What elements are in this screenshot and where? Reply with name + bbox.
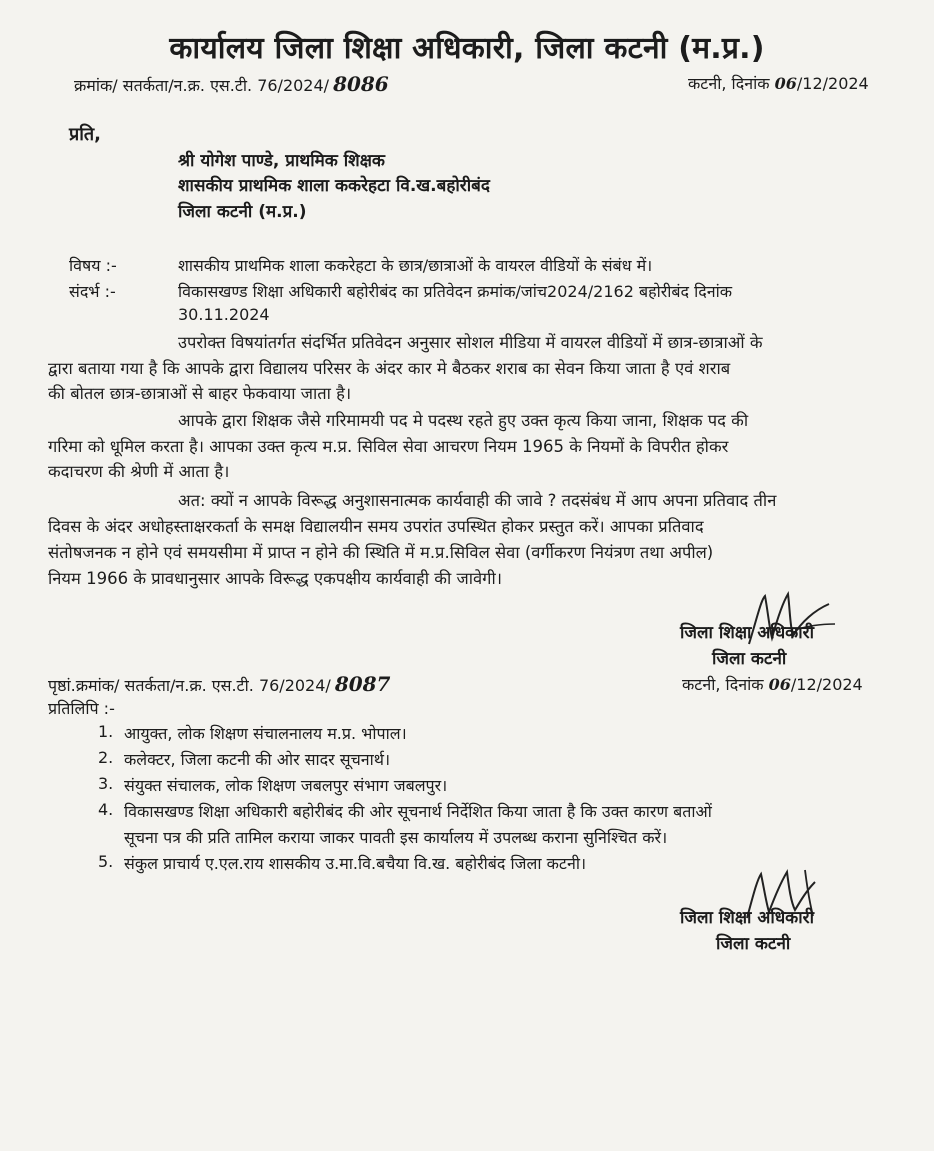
body-paragraph-line: दिवस के अंदर अधोहस्ताक्षरकर्ता के समक्ष विद्यालयीन समय उपरांत उपस्थित होकर प्रस्तुत करें। आपका प्रतिवाद	[48, 517, 704, 536]
copy-ref-handwritten: 8087	[334, 672, 391, 696]
reference-date: 30.11.2024	[178, 305, 270, 324]
reference-label: संदर्भ :-	[69, 282, 116, 301]
body-paragraph-line: उपरोक्त विषयांतर्गत संदर्भित प्रतिवेदन अनुसार सोशल मीडिया में वायरल वीडियों में छात्र-छात्राओं के	[178, 333, 763, 352]
subject-text: शासकीय प्राथमिक शाला ककरेहटा के छात्र/छात्राओं के वायरल वीडियों के संबंध में।	[178, 256, 653, 275]
body-paragraph-line: द्वारा बताया गया है कि आपके द्वारा विद्यालय परिसर के अंदर कार मे बैठकर शराब का सेवन किया जाता है एवं शराब	[48, 359, 731, 378]
copy-place-date	[682, 673, 863, 695]
body-paragraph-line: अत: क्यों न आपके विरूद्ध अनुशासनात्मक कार्यवाही की जावे ? तदसंबंध में आप अपना प्रतिवाद तीन	[178, 491, 777, 510]
body-paragraph-line: की बोतल छात्र-छात्राओं से बाहर फेकवाया जाता है।	[48, 384, 352, 403]
copy-list-item-continued: सूचना पत्र की प्रति तामिल कराया जाकर पावती इस कार्यालय में उपलब्ध कराना सुनिश्चित करें।	[124, 828, 668, 847]
copy-ref-text: पृष्ठां.क्रमांक/ सतर्कता/न.क्र. एस.टी. 76/2024/	[48, 676, 331, 695]
body-paragraph-line: गरिमा को धूमिल करता है। आपका उक्त कृत्य म.प्र. सिविल सेवा आचरण नियम 1965 के नियमों के विपरीत होकर	[48, 437, 729, 456]
place-date-prefix: कटनी, दिनांक	[688, 74, 770, 93]
office-title: कार्यालय जिला शिक्षा अधिकारी, जिला कटनी (म.प्र.)	[169, 31, 765, 66]
letter-place-date	[688, 72, 869, 94]
date-suffix: /12/2024	[796, 74, 869, 93]
ref-number-handwritten: 8086	[333, 72, 389, 96]
copy-list-item: आयुक्त, लोक शिक्षण संचालनालय म.प्र. भोपाल।	[124, 724, 407, 743]
addressee-line: शासकीय प्राथमिक शाला ककरेहटा वि.ख.बहोरीबंद	[178, 176, 490, 196]
signatory-designation: जिला शिक्षा अधिकारी	[680, 623, 814, 643]
copy-list-number: 2.	[98, 748, 114, 767]
copy-place-date-prefix: कटनी, दिनांक	[682, 675, 764, 694]
addressee-line: श्री योगेश पाण्डे, प्राथमिक शिक्षक	[178, 151, 385, 171]
copy-list-item: विकासखण्ड शिक्षा अधिकारी बहोरीबंद की ओर सूचनार्थ निर्देशित किया जाता है कि उक्त कारण बताओं	[124, 802, 712, 821]
copy-list-number: 1.	[98, 722, 114, 741]
copy-date-suffix: /12/2024	[790, 675, 863, 694]
copy-date-handwritten: 06	[768, 675, 791, 694]
signatory-designation: जिला शिक्षा अधिकारी	[680, 908, 814, 928]
copy-list-item: कलेक्टर, जिला कटनी की ओर सादर सूचनार्थ।	[124, 750, 391, 769]
ref-number-text: क्रमांक/ सतर्कता/न.क्र. एस.टी. 76/2024/	[74, 76, 330, 95]
signatory-district: जिला कटनी	[712, 649, 787, 669]
reference-text: विकासखण्ड शिक्षा अधिकारी बहोरीबंद का प्रतिवेदन क्रमांक/जांच2024/2162 बहोरीबंद दिनांक	[178, 282, 733, 301]
copy-list-item: संकुल प्राचार्य ए.एल.राय शासकीय उ.मा.वि.बचैया वि.ख. बहोरीबंद जिला कटनी।	[124, 854, 587, 873]
signatory-district: जिला कटनी	[716, 934, 791, 954]
pratilipi-label: प्रतिलिपि :-	[48, 699, 115, 718]
prati-label: प्रति,	[69, 124, 102, 145]
copy-list-item: संयुक्त संचालक, लोक शिक्षण जबलपुर संभाग जबलपुर।	[124, 776, 448, 795]
addressee-line: जिला कटनी (म.प्र.)	[178, 202, 307, 222]
body-paragraph-line: नियम 1966 के प्रावधानुसार आपके विरूद्ध एकपक्षीय कार्यवाही की जावेगी।	[48, 569, 502, 588]
copy-list-number: 4.	[98, 800, 114, 819]
body-paragraph-line: संतोषजनक न होने एवं समयसीमा में प्राप्त न होने की स्थिति में म.प्र.सिविल सेवा (वर्गीकरण नियंत्रण तथा अपील)	[48, 543, 714, 562]
copy-reference-number	[48, 672, 390, 696]
copy-list-number: 3.	[98, 774, 114, 793]
copy-list-number: 5.	[98, 852, 114, 871]
letter-reference-number	[74, 72, 389, 96]
body-paragraph-line: कदाचरण की श्रेणी में आता है।	[48, 462, 230, 481]
subject-label: विषय :-	[69, 256, 117, 275]
date-handwritten: 06	[774, 74, 797, 93]
body-paragraph-line: आपके द्वारा शिक्षक जैसे गरिमामयी पद मे पदस्थ रहते हुए उक्त कृत्य किया जाना, शिक्षक पद की	[178, 411, 749, 430]
